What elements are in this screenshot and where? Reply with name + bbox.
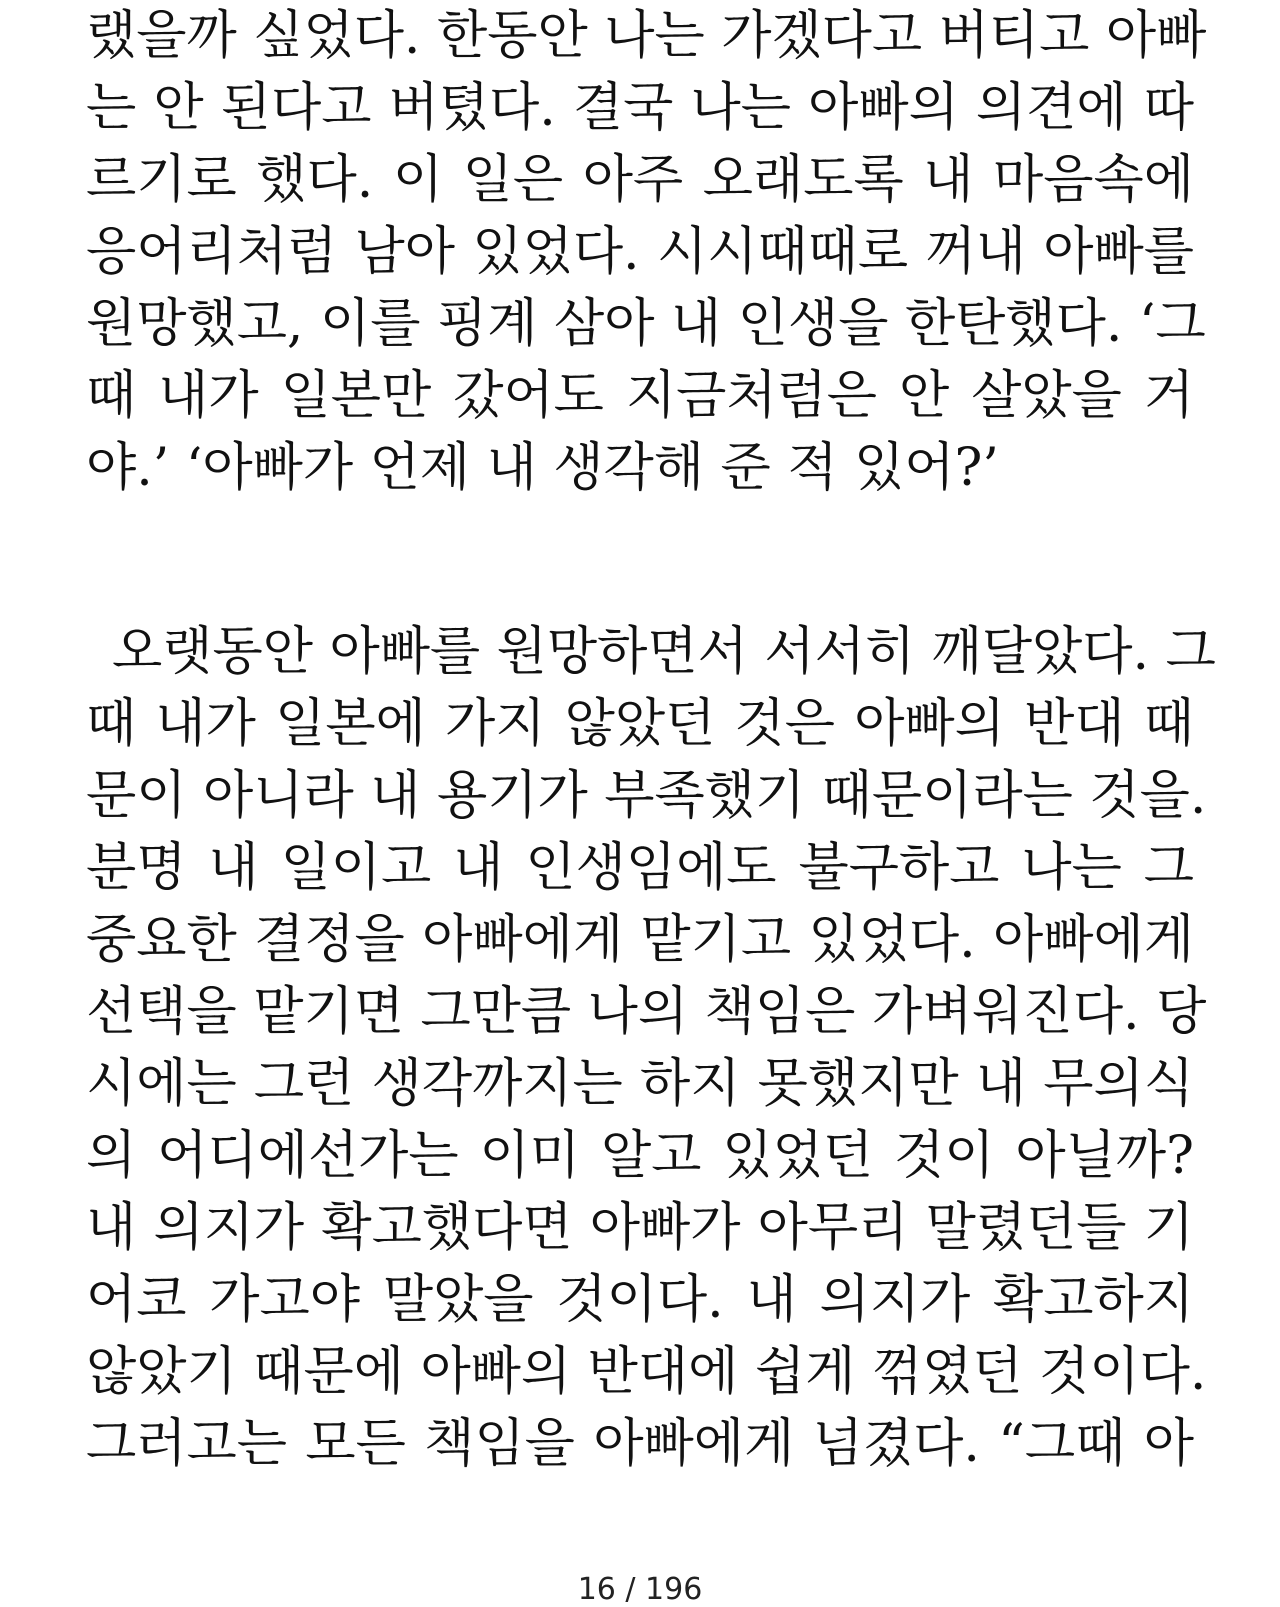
paragraph — [86, 616, 1216, 1480]
text-line: 오랫동안 아빠를 원망하면서 서서히 깨달았다. 그 — [112, 622, 1216, 682]
text-line: 는 안 된다고 버텼다. 결국 나는 아빠의 의견에 따 — [86, 78, 1194, 138]
text-line: 그러고는 모든 책임을 아빠에게 넘겼다. “그때 아 — [86, 1414, 1194, 1474]
paragraph — [86, 0, 1207, 504]
page-indicator: 16 / 196 — [577, 1572, 703, 1607]
text-line: 문이 아니라 내 용기가 부족했기 때문이라는 것을. — [86, 766, 1207, 826]
text-line: 르기로 했다. 이 일은 아주 오래도록 내 마음속에 — [86, 150, 1194, 210]
reader-page[interactable] — [86, 0, 1216, 1600]
text-line: 내 의지가 확고했다면 아빠가 아무리 말렸던들 기 — [86, 1198, 1194, 1258]
text-line: 않았기 때문에 아빠의 반대에 쉽게 꺾였던 것이다. — [86, 1342, 1207, 1402]
text-line: 때 내가 일본만 갔어도 지금처럼은 안 살았을 거 — [86, 366, 1194, 426]
text-line: 의 어디에선가는 이미 알고 있었던 것이 아닐까? — [86, 1126, 1194, 1186]
text-line: 때 내가 일본에 가지 않았던 것은 아빠의 반대 때 — [86, 694, 1194, 754]
text-line: 분명 내 일이고 내 인생임에도 불구하고 나는 그 — [86, 838, 1194, 898]
text-line: 랬을까 싶었다. 한동안 나는 가겠다고 버티고 아빠 — [86, 6, 1207, 66]
text-line: 야.’ ‘아빠가 언제 내 생각해 준 적 있어?’ — [86, 438, 999, 498]
text-line: 중요한 결정을 아빠에게 맡기고 있었다. 아빠에게 — [86, 910, 1194, 970]
text-line: 선택을 맡기면 그만큼 나의 책임은 가벼워진다. 당 — [86, 982, 1207, 1042]
text-line: 어코 가고야 말았을 것이다. 내 의지가 확고하지 — [86, 1270, 1194, 1330]
text-line: 응어리처럼 남아 있었다. 시시때때로 꺼내 아빠를 — [86, 222, 1194, 282]
text-line: 원망했고, 이를 핑계 삼아 내 인생을 한탄했다. ‘그 — [86, 294, 1206, 354]
text-line: 시에는 그런 생각까지는 하지 못했지만 내 무의식 — [86, 1054, 1194, 1114]
